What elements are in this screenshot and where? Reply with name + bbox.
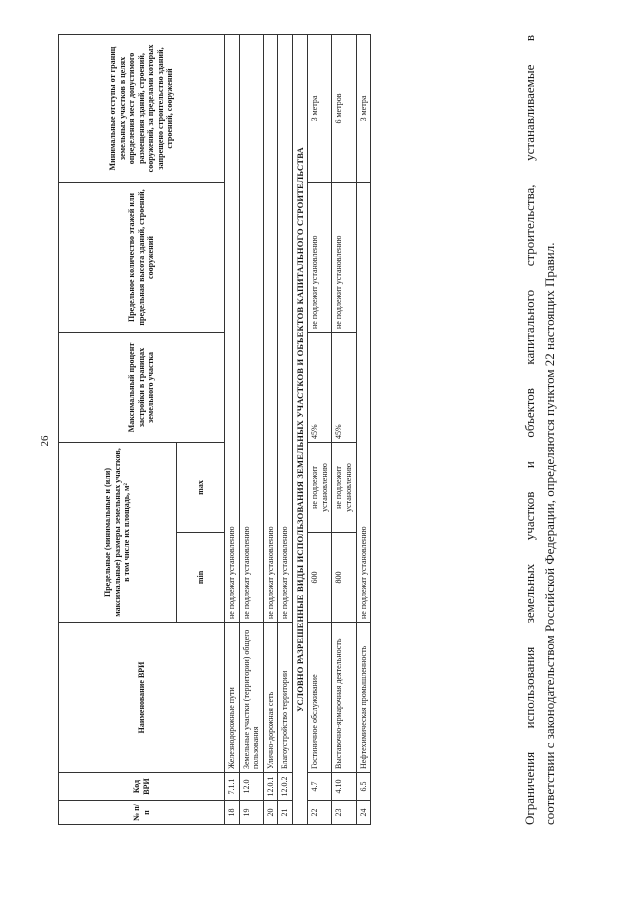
- row-num: 19: [239, 801, 263, 825]
- footer-line-2: соответствии с законодательством Российской Федерации, определяются пунктом 22 настоящих Правил.: [541, 242, 557, 825]
- table-row: [239, 35, 263, 825]
- row-code: 4.10: [332, 773, 356, 801]
- row-max: не подлежит установлению: [308, 443, 332, 533]
- section-title: УСЛОВНО РАЗРЕШЕННЫЕ ВИДЫ ИСПОЛЬЗОВАНИЯ ЗЕМЕЛЬНЫХ УЧАСТКОВ И ОБЪЕКТОВ КАПИТАЛЬНОГО СТРОИТЕЛЬСТВА: [292, 35, 307, 825]
- row-floors: не подлежит установлению: [332, 183, 356, 333]
- row-setback: 3 метра: [308, 35, 332, 183]
- row-min: 600: [308, 533, 332, 623]
- header-max: max: [177, 443, 225, 533]
- header-code: Код ВРИ: [59, 773, 225, 801]
- header-coverage: Максимальный процент застройки в границах земельного участка: [59, 333, 225, 443]
- row-code: 4.7: [308, 773, 332, 801]
- row-num: 22: [308, 801, 332, 825]
- row-code: 7.1.1: [225, 773, 240, 801]
- header-name: Наименование ВРИ: [59, 623, 225, 773]
- table-row: [308, 35, 332, 825]
- table-header-row: [59, 35, 177, 825]
- header-num: № п/п: [59, 801, 225, 825]
- header-area: [59, 443, 177, 623]
- row-area: не подлежат установлению: [239, 35, 263, 623]
- page-number: 26: [39, 435, 51, 447]
- row-name: Гостиничное обслуживание: [308, 623, 332, 773]
- row-area: не подлежат установлению: [356, 183, 371, 623]
- row-name: Благоустройство территории: [278, 623, 293, 773]
- row-num: 20: [263, 801, 278, 825]
- table-row: [225, 35, 240, 825]
- row-name: Нефтехимическая промышленность: [356, 623, 371, 773]
- row-area: не подлежат установлению: [225, 35, 240, 623]
- row-code: 12.0.1: [263, 773, 278, 801]
- header-area-text: Предельные (минимальные и (или) максимальные) размеры земельных участков, в том числе их площадь, м²: [103, 448, 132, 617]
- row-coverage: 45%: [332, 333, 356, 443]
- row-setback: 6 метров: [332, 35, 356, 183]
- table-row: [263, 35, 278, 825]
- regulations-table: [58, 34, 371, 825]
- row-area: не подлежат установлению: [263, 35, 278, 623]
- row-num: 23: [332, 801, 356, 825]
- row-code: 6.5: [356, 773, 371, 801]
- row-name: Земельные участки (территории) общего пользования: [239, 623, 263, 773]
- table-row: [278, 35, 293, 825]
- row-area: не подлежат установлению: [278, 35, 293, 623]
- footer-line-1: Ограничения использования земельных участков и объектов капитального строительства, устанавливаемые в: [522, 35, 537, 825]
- row-coverage: 45%: [308, 333, 332, 443]
- row-setback: 3 метра: [356, 35, 371, 183]
- row-num: 21: [278, 801, 293, 825]
- row-name: Выставочно-ярмарочная деятельность: [332, 623, 356, 773]
- header-floors: Предельное количество этажей или предельная высота зданий, строений, сооружений: [59, 183, 225, 333]
- row-min: 800: [332, 533, 356, 623]
- section-row: [292, 35, 307, 825]
- header-min: min: [177, 533, 225, 623]
- table-row: [332, 35, 356, 825]
- row-max: не подлежит установлению: [332, 443, 356, 533]
- row-num: 18: [225, 801, 240, 825]
- row-code: 12.0: [239, 773, 263, 801]
- row-name: Улично-дорожная сеть: [263, 623, 278, 773]
- row-code: 12.0.2: [278, 773, 293, 801]
- table-row: [356, 35, 371, 825]
- header-setback: Минимальные отступы от границ земельных участков в целях определения мест допустимого размещения зданий, строений, сооружений, за пределами которых запрещено строительство зданий, строений, сооружений: [59, 35, 225, 183]
- row-floors: не подлежит установлению: [308, 183, 332, 333]
- row-name: Железнодорожные пути: [225, 623, 240, 773]
- row-num: 24: [356, 801, 371, 825]
- footer-note: [520, 35, 559, 825]
